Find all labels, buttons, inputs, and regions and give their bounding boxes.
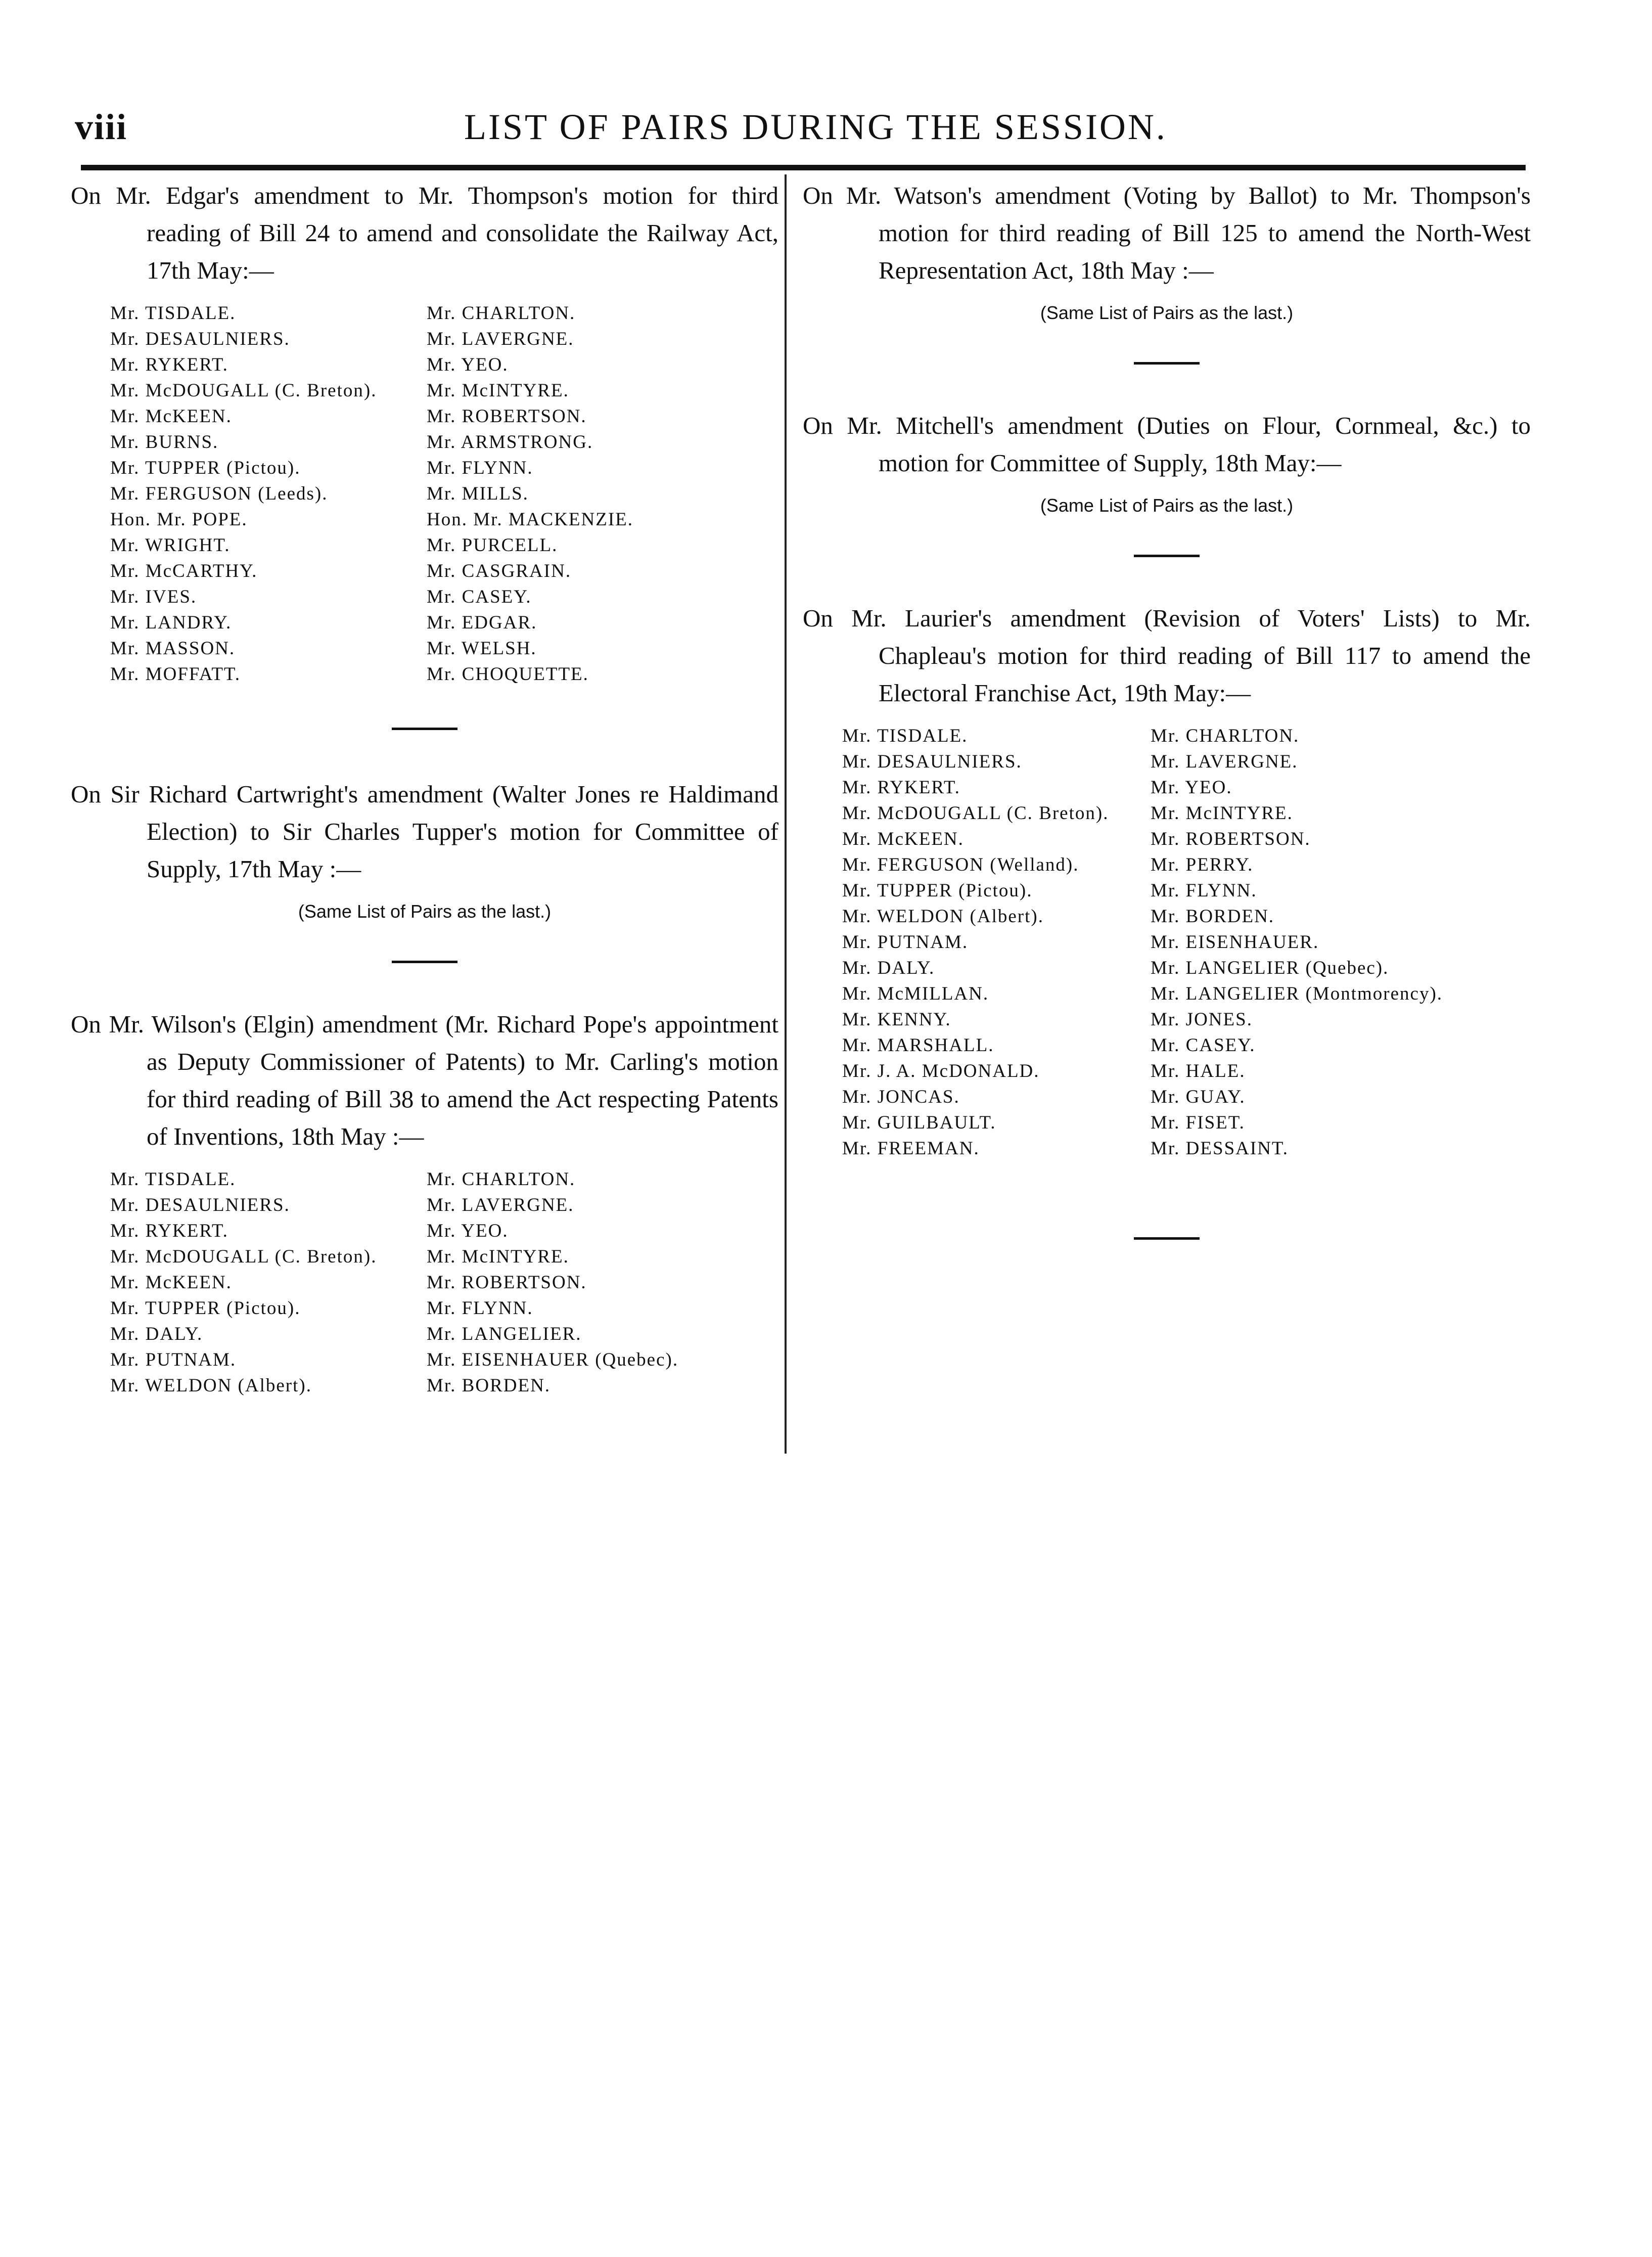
section-separator [1134, 1237, 1200, 1240]
pair-member: Mr. LAVERGNE. [427, 1195, 574, 1215]
left-column [71, 177, 778, 1398]
pair-member: Mr. IVES. [110, 586, 197, 607]
same-list-note: (Same List of Pairs as the last.) [1040, 495, 1294, 516]
pair-member: Mr. McKEEN. [842, 829, 964, 849]
pair-member: Mr. FERGUSON (Welland). [842, 854, 1079, 875]
pair-member: Mr. FLYNN. [427, 1298, 533, 1319]
page-header [75, 106, 1531, 162]
pair-member: Mr. BORDEN. [1151, 906, 1275, 927]
pairs-section [803, 600, 1531, 1161]
pair-member: Mr. GUILBAULT. [842, 1112, 996, 1133]
pair-member: Mr. LANGELIER. [427, 1324, 582, 1344]
pair-member: Mr. FLYNN. [427, 458, 533, 478]
pair-member: Mr. FLYNN. [1151, 880, 1257, 901]
pair-member: Mr. LAVERGNE. [427, 329, 574, 349]
pair-member: Mr. PURCELL. [427, 535, 558, 556]
pair-member: Mr. YEO. [1151, 777, 1232, 798]
pairs-section [803, 407, 1531, 516]
pairs-section [71, 1006, 778, 1398]
motion-text: On Mr. Laurier's amendment (Revision of Voters' Lists) to Mr. Chapleau's motion for third reading of Bill 117 to amend the Electoral Franchise Act, 19th May:— [803, 604, 1531, 707]
pair-member: Mr. DESAULNIERS. [110, 1195, 290, 1215]
pair-member: Mr. CASGRAIN. [427, 561, 572, 581]
pair-member: Mr. BURNS. [110, 432, 219, 453]
pair-member: Mr. HALE. [1151, 1061, 1246, 1081]
pair-member: Mr. CASEY. [427, 586, 532, 607]
pair-member: Mr. PERRY. [1151, 854, 1254, 875]
pairs-list [71, 1166, 778, 1398]
section-separator [1134, 362, 1200, 365]
motion-text: On Mr. Mitchell's amendment (Duties on Flour, Cornmeal, &c.) to motion for Committee of Supply, 18th May:— [803, 412, 1531, 477]
section-separator [392, 728, 457, 730]
pair-member: Mr. TUPPER (Pictou). [110, 458, 301, 478]
pair-member: Mr. McDOUGALL (C. Breton). [110, 1246, 377, 1267]
pair-member: Mr. MASSON. [110, 638, 236, 659]
pair-member: Mr. EISENHAUER. [1151, 932, 1319, 953]
pair-member: Mr. MILLS. [427, 483, 529, 504]
pair-member: Mr. TISDALE. [110, 303, 236, 324]
same-list-note: (Same List of Pairs as the last.) [1040, 302, 1294, 323]
right-column [803, 177, 1531, 1285]
pair-member: Mr. CHOQUETTE. [427, 664, 589, 685]
pair-member: Mr. GUAY. [1151, 1087, 1246, 1107]
pairs-section [71, 776, 778, 922]
pair-member: Mr. McDOUGALL (C. Breton). [110, 380, 377, 401]
pair-member: Mr. CHARLTON. [1151, 726, 1300, 746]
pair-member: Mr. ROBERTSON. [427, 406, 587, 427]
pair-member: Mr. McINTYRE. [427, 1246, 569, 1267]
pair-member: Mr. McKEEN. [110, 1272, 232, 1293]
pair-member: Mr. WELSH. [427, 638, 537, 659]
header-rule [81, 165, 1526, 170]
pair-member: Mr. FREEMAN. [842, 1138, 980, 1159]
pair-member: Mr. EDGAR. [427, 612, 537, 633]
same-list-note: (Same List of Pairs as the last.) [298, 901, 552, 922]
pair-member: Mr. TISDALE. [110, 1169, 236, 1190]
pair-member: Mr. LANGELIER (Quebec). [1151, 958, 1389, 978]
pair-member: Mr. WRIGHT. [110, 535, 231, 556]
pair-member: Mr. LANDRY. [110, 612, 232, 633]
pair-member: Mr. DALY. [110, 1324, 203, 1344]
page-number: viii [75, 107, 128, 147]
motion-text: On Mr. Wilson's (Elgin) amendment (Mr. Richard Pope's appointment as Deputy Commissioner of Patents) to Mr. Carling's motion for third reading of Bill 38 to amend the Act respecting Patents of Inventions, 18th May :— [71, 1010, 778, 1150]
pair-member: Mr. McDOUGALL (C. Breton). [842, 803, 1109, 824]
pair-member: Mr. McMILLAN. [842, 983, 989, 1004]
pair-member: Mr. YEO. [427, 1221, 509, 1241]
pair-member: Mr. CASEY. [1151, 1035, 1256, 1056]
pair-member: Mr. KENNY. [842, 1009, 951, 1030]
pair-member: Mr. EISENHAUER (Quebec). [427, 1349, 679, 1370]
pair-member: Hon. Mr. POPE. [110, 509, 248, 530]
pair-member: Mr. RYKERT. [110, 1221, 228, 1241]
page-title: LIST OF PAIRS DURING THE SESSION. [464, 107, 1167, 147]
pair-member: Mr. TUPPER (Pictou). [110, 1298, 301, 1319]
pair-member: Mr. PUTNAM. [842, 932, 969, 953]
pair-member: Mr. FERGUSON (Leeds). [110, 483, 328, 504]
section-separator [392, 961, 457, 963]
pair-member: Mr. LAVERGNE. [1151, 751, 1298, 772]
pairs-section [803, 177, 1531, 324]
section-separator [1134, 555, 1200, 557]
pairs-list [71, 300, 778, 687]
pair-member: Mr. McKEEN. [110, 406, 232, 427]
pair-member: Mr. MARSHALL. [842, 1035, 994, 1056]
pair-member: Mr. YEO. [427, 354, 509, 375]
pair-member: Mr. DESAULNIERS. [110, 329, 290, 349]
pair-member: Mr. ROBERTSON. [427, 1272, 587, 1293]
pair-member: Mr. McINTYRE. [427, 380, 569, 401]
pair-member: Mr. CHARLTON. [427, 303, 576, 324]
pairs-section [71, 177, 778, 687]
pair-member: Hon. Mr. MACKENZIE. [427, 509, 634, 530]
motion-text: On Mr. Watson's amendment (Voting by Ballot) to Mr. Thompson's motion for third reading of Bill 125 to amend the North-West Representation Act, 18th May :— [803, 182, 1531, 284]
pair-member: Mr. TISDALE. [842, 726, 968, 746]
pair-member: Mr. MOFFATT. [110, 664, 241, 685]
pair-member: Mr. McCARTHY. [110, 561, 258, 581]
pair-member: Mr. BORDEN. [427, 1375, 551, 1396]
pair-member: Mr. PUTNAM. [110, 1349, 237, 1370]
pair-member: Mr. WELDON (Albert). [110, 1375, 312, 1396]
pair-member: Mr. JONES. [1151, 1009, 1253, 1030]
pair-member: Mr. DESAULNIERS. [842, 751, 1022, 772]
pairs-list [803, 723, 1531, 1161]
pair-member: Mr. WELDON (Albert). [842, 906, 1044, 927]
pair-member: Mr. JONCAS. [842, 1087, 960, 1107]
pair-member: Mr. FISET. [1151, 1112, 1245, 1133]
pair-member: Mr. LANGELIER (Montmorency). [1151, 983, 1443, 1004]
pair-member: Mr. ROBERTSON. [1151, 829, 1311, 849]
pair-member: Mr. TUPPER (Pictou). [842, 880, 1033, 901]
pair-member: Mr. RYKERT. [842, 777, 960, 798]
pair-member: Mr. J. A. McDONALD. [842, 1061, 1040, 1081]
pair-member: Mr. RYKERT. [110, 354, 228, 375]
motion-text: On Sir Richard Cartwright's amendment (Walter Jones re Haldimand Election) to Sir Charles Tupper's motion for Committee of Supply, 17th May :— [71, 780, 778, 883]
pair-member: Mr. CHARLTON. [427, 1169, 576, 1190]
pair-member: Mr. DALY. [842, 958, 935, 978]
motion-text: On Mr. Edgar's amendment to Mr. Thompson's motion for third reading of Bill 24 to amend and consolidate the Railway Act, 17th May:— [71, 182, 778, 284]
pair-member: Mr. DESSAINT. [1151, 1138, 1289, 1159]
pair-member: Mr. McINTYRE. [1151, 803, 1293, 824]
pair-member: Mr. ARMSTRONG. [427, 432, 593, 453]
